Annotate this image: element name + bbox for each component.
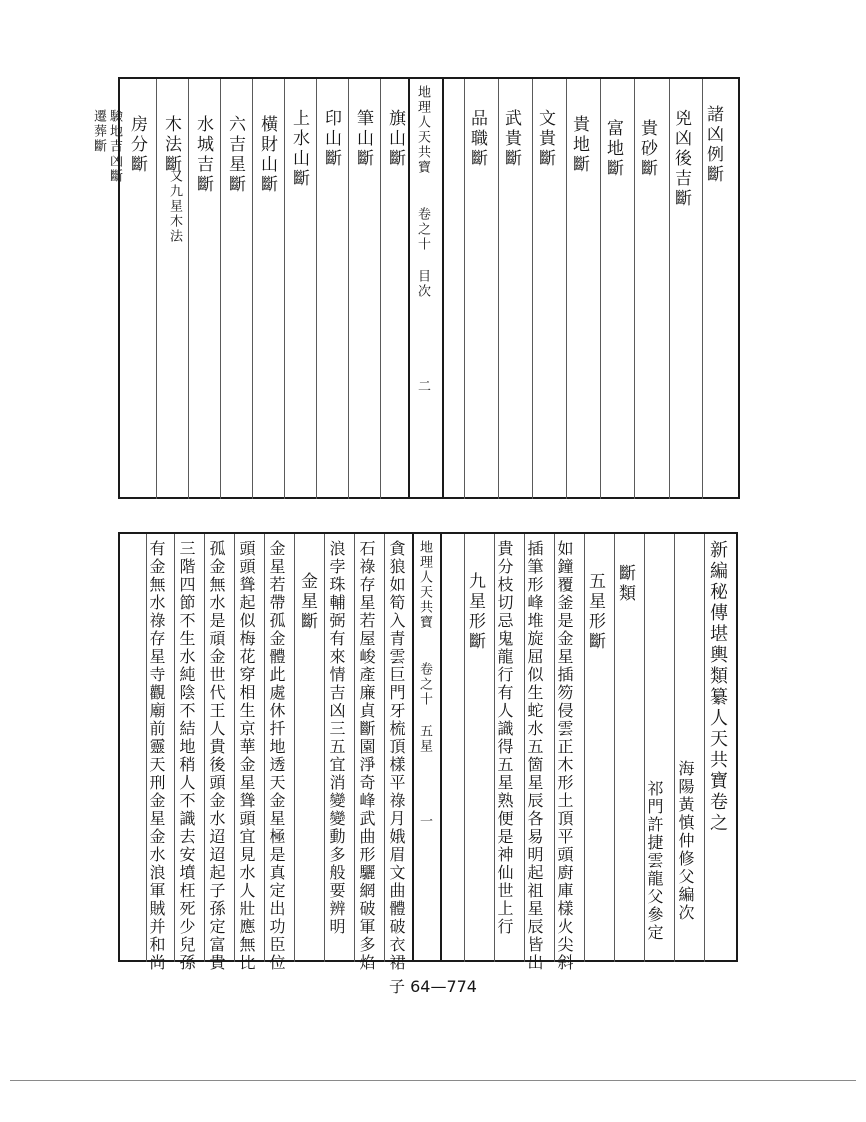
verse-line: 金星若帶孤金體此處休扦地透天金星極是真定出功臣位 (267, 540, 286, 972)
column-rule (674, 534, 675, 962)
bottom-page-frame (118, 532, 738, 972)
column-rule (156, 79, 157, 499)
verse-line: 頭頭聳起似梅花穿相生京華金星聳頭宜見水人壯應無比 (237, 540, 256, 972)
verse-line: 插筆形峰堆旋屈似生蛇水五箇星辰各易明起祖星辰皆出 (525, 540, 544, 972)
toc-subentry: 又九星木法 (167, 169, 182, 244)
column-rule (174, 534, 175, 962)
toc-entry: 遷葬斷 (91, 109, 106, 154)
scan-artifact-line (10, 1080, 856, 1081)
column-rule (252, 79, 253, 499)
verse-line: 浪孛珠輔弼有來情吉凶三五宜消變變動多般要辨明 (327, 540, 346, 936)
editor-line: 祁門許捷雲龍父參定 (645, 780, 664, 942)
center-juan-label: 卷之十 目次 (415, 207, 430, 299)
toc-entry: 木法斷 (161, 115, 181, 175)
toc-entry: 水城吉斷 (193, 115, 213, 195)
center-rule (408, 79, 410, 499)
verse-line: 如鐘覆釜是金星插笏侵雲正木形土頂平頭廚庫樣火尖斜 (555, 540, 574, 972)
column-rule (669, 79, 670, 499)
toc-entry: 旗山斷 (385, 109, 405, 169)
toc-entry: 品職斷 (467, 109, 487, 169)
column-rule (324, 534, 325, 962)
toc-entry: 文貴斷 (535, 109, 555, 169)
toc-entry: 兇凶後吉斷 (671, 109, 691, 209)
toc-entry: 橫財山斷 (257, 115, 277, 195)
column-rule (704, 534, 705, 962)
verse-line: 貪狼如筍入青雲巨門牙梳頂樣平祿月娥眉文曲體破衣裙 (387, 540, 406, 972)
toc-entry: 筆山斷 (353, 109, 373, 169)
column-rule (294, 534, 295, 962)
column-rule (220, 79, 221, 499)
center-juan-label: 卷之十 五星 (417, 662, 432, 754)
center-rule (412, 534, 414, 962)
section-heading: 斷類 (615, 564, 635, 604)
top-page-frame (91, 77, 740, 499)
toc-entry: 諸凶例斷 (703, 105, 723, 185)
toc-entry: 貴地斷 (569, 115, 589, 175)
verse-line: 三階四節不生水純陰不結地稍人不識去安墳枉死少兒孫 (177, 540, 196, 972)
column-rule (566, 79, 567, 499)
verse-line: 孤金無水是頑金世代王人貴後頭金水迢迢起子孫定富貴 (207, 540, 226, 972)
column-rule (354, 534, 355, 962)
center-book-title: 地理人天共寶 (417, 540, 432, 630)
section-heading: 五星形斷 (585, 572, 605, 652)
column-rule (532, 79, 533, 499)
center-book-title: 地理人天共寶 (415, 85, 430, 175)
column-rule (188, 79, 189, 499)
column-rule (264, 534, 265, 962)
column-rule (498, 79, 499, 499)
toc-entry: 六吉星斷 (225, 115, 245, 195)
toc-entry: 上水山斷 (289, 109, 309, 189)
column-rule (204, 534, 205, 962)
column-rule (234, 534, 235, 962)
toc-entry: 印山斷 (321, 109, 341, 169)
footer-page-number: 子 64—774 (389, 977, 477, 996)
column-rule (464, 79, 465, 499)
toc-entry: 貴砂斷 (637, 119, 657, 179)
center-page-number: 二 (415, 379, 430, 394)
verse-line: 貴分枝切忌鬼龍行有人識得五星熟便是神仙世上行 (495, 540, 514, 936)
column-rule (384, 534, 385, 962)
chapter-title: 新編秘傳堪輿類纂人天共寶卷之 (707, 540, 728, 834)
verse-line: 有金無水祿存星寺觀廟前靈天刑金星金水浪軍賊并和尚 (147, 540, 166, 972)
toc-entry: 房分斷 (127, 115, 147, 175)
column-rule (348, 79, 349, 499)
column-rule (634, 79, 635, 499)
compiler-line: 海陽黃慎仲修父編次 (676, 760, 695, 922)
verse-line: 石祿存星若屋峻產廉貞斷園淨奇峰武曲形驪網破軍多焰 (357, 540, 376, 972)
section-heading: 九星形斷 (465, 572, 485, 652)
toc-entry: 驗地吉凶斷 (107, 109, 122, 184)
toc-entry: 富地斷 (603, 119, 623, 179)
column-rule (380, 79, 381, 499)
section-heading: 金星斷 (297, 572, 317, 632)
column-rule (284, 79, 285, 499)
center-page-number: 一 (417, 814, 432, 829)
toc-entry: 武貴斷 (501, 109, 521, 169)
center-rule (442, 79, 444, 499)
column-rule (600, 79, 601, 499)
column-rule (316, 79, 317, 499)
center-rule (440, 534, 442, 962)
